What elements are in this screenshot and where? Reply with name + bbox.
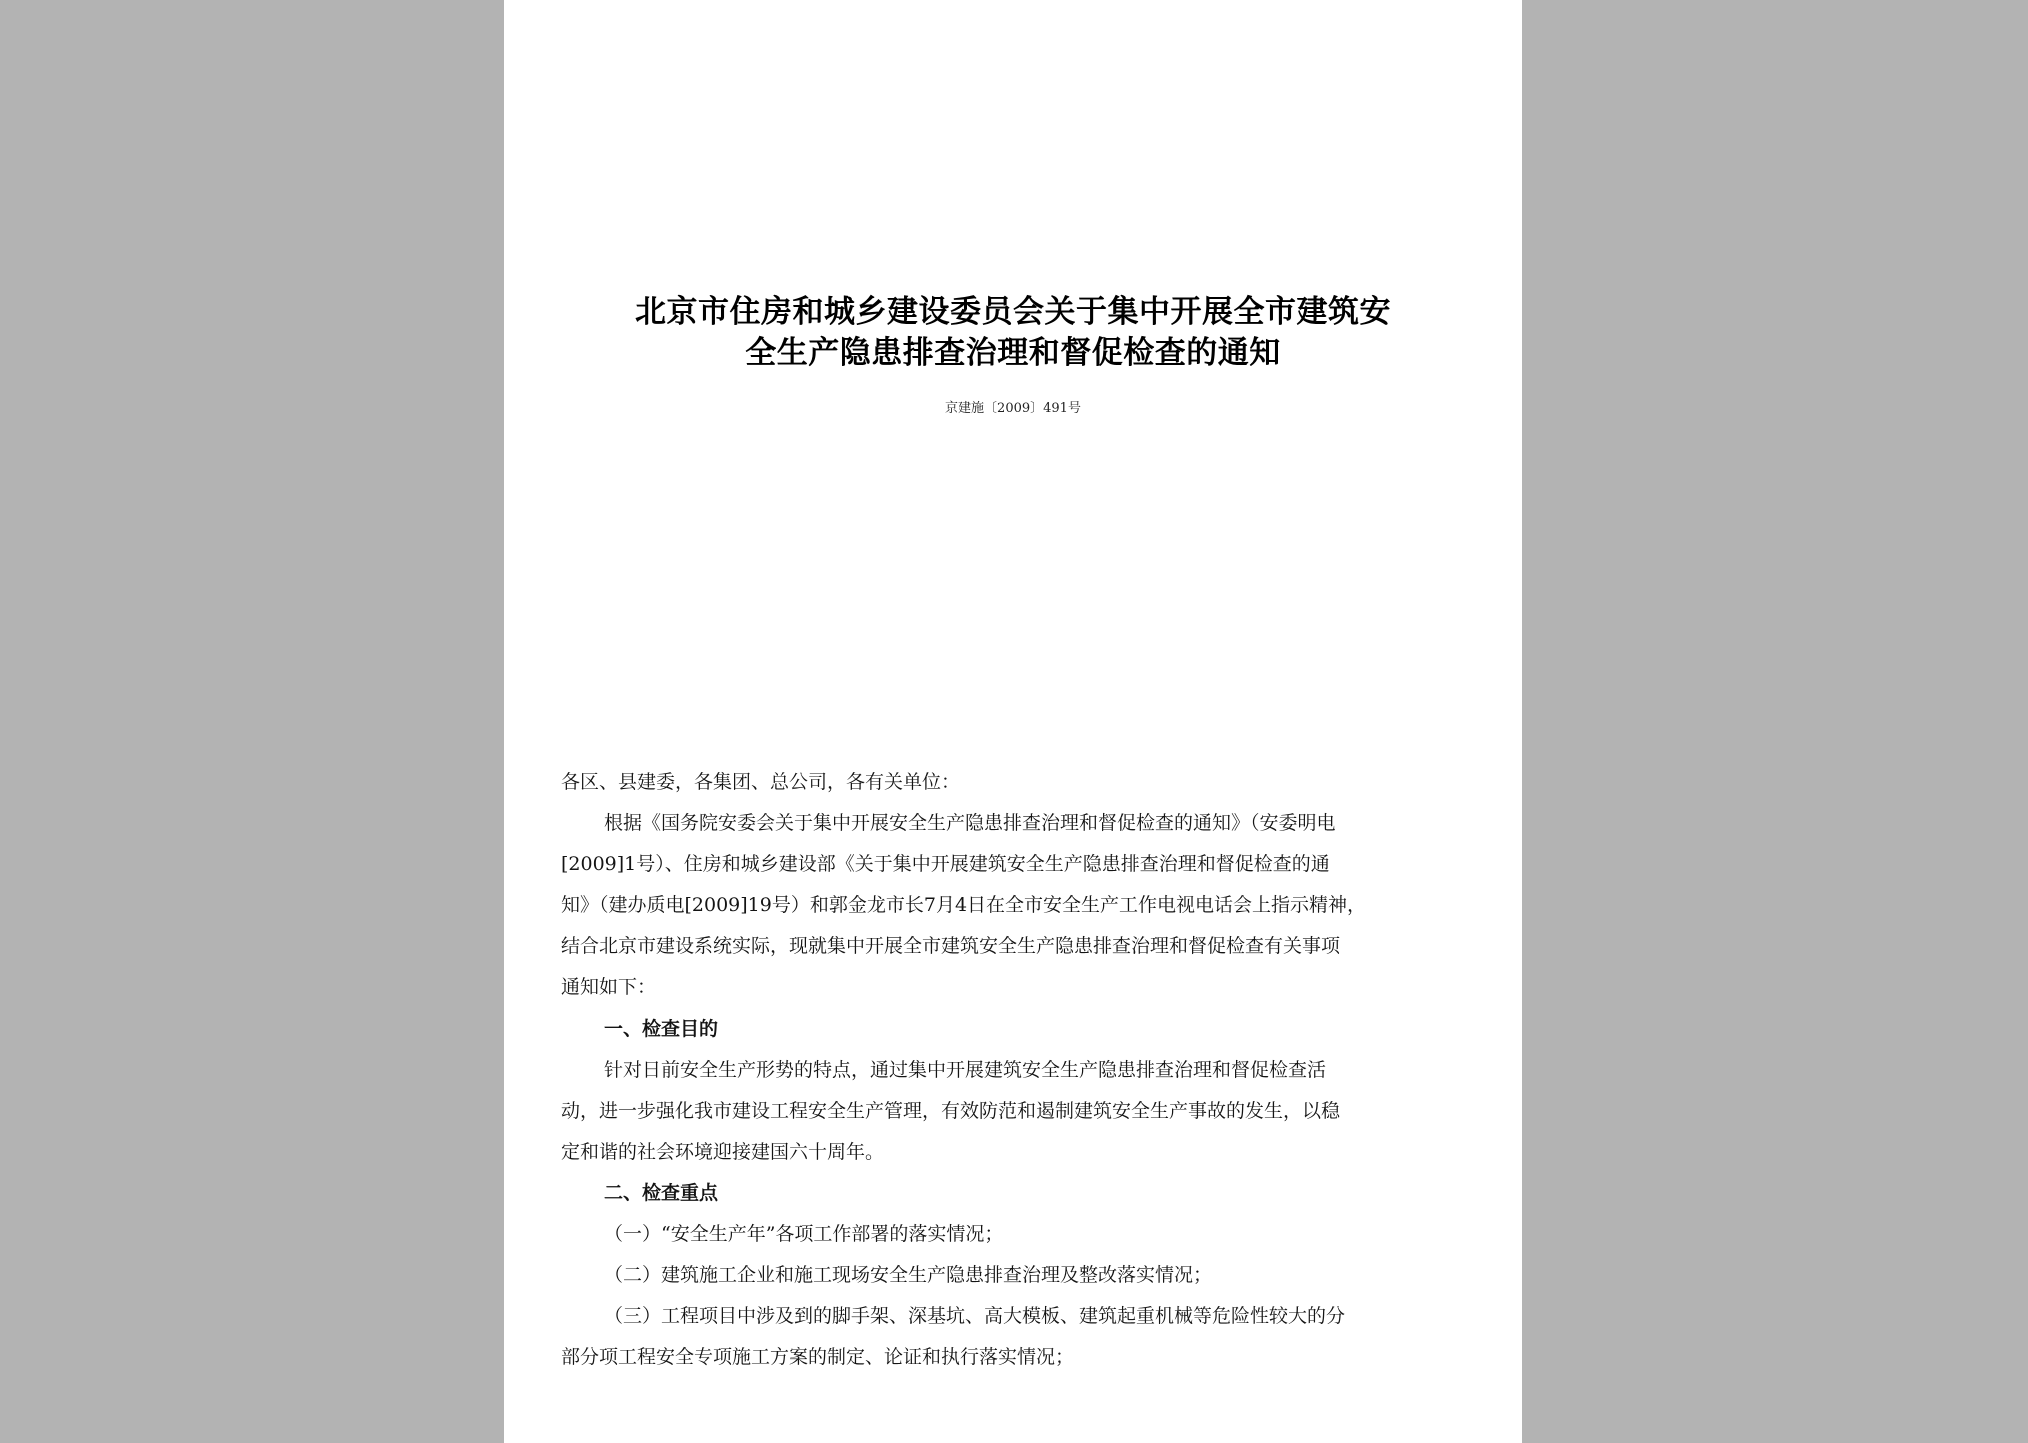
list-item: （三）工程项目中涉及到的脚手架、深基坑、高大模板、建筑起重机械等危险性较大的分 [604,1305,1346,1327]
paragraph-line: 根据《国务院安委会关于集中开展安全生产隐患排查治理和督促检查的通知》（安委明电 [604,812,1336,834]
document-page [504,0,1522,1443]
paragraph-line: 结合北京市建设系统实际，现就集中开展全市建筑安全生产隐患排查治理和督促检查有关事项 [561,935,1341,957]
paragraph-line: 通知如下： [561,976,657,998]
section-heading: 一、检查目的 [604,1018,719,1040]
paragraph-line: 动，进一步强化我市建设工程安全生产管理，有效防范和遏制建筑安全生产事故的发生，以稳 [561,1100,1341,1122]
list-item: （一）“安全生产年”各项工作部署的落实情况； [604,1223,1004,1245]
paragraph-line: 部分项工程安全专项施工方案的制定、论证和执行落实情况； [561,1346,1075,1368]
paragraph-line: [2009]1号）、住房和城乡建设部《关于集中开展建筑安全生产隐患排查治理和督促检查的通 [561,853,1330,875]
list-item: （二）建筑施工企业和施工现场安全生产隐患排查治理及整改落实情况； [604,1264,1213,1286]
document-title-line-1: 北京市住房和城乡建设委员会关于集中开展全市建筑安 [635,294,1391,330]
section-heading: 二、检查重点 [604,1182,719,1204]
document-title-line-2: 全生产隐患排查治理和督促检查的通知 [745,335,1281,371]
paragraph-line: 知》（建办质电[2009]19号）和郭金龙市长7月4日在全市安全生产工作电视电话会上指示精神， [561,894,1367,916]
salutation: 各区、县建委，各集团、总公司，各有关单位： [561,771,961,793]
document-number: 京建施〔2009〕491号 [945,401,1081,416]
paragraph-line: 定和谐的社会环境迎接建国六十周年。 [561,1141,885,1163]
paragraph-line: 针对日前安全生产形势的特点，通过集中开展建筑安全生产隐患排查治理和督促检查活 [604,1059,1327,1081]
